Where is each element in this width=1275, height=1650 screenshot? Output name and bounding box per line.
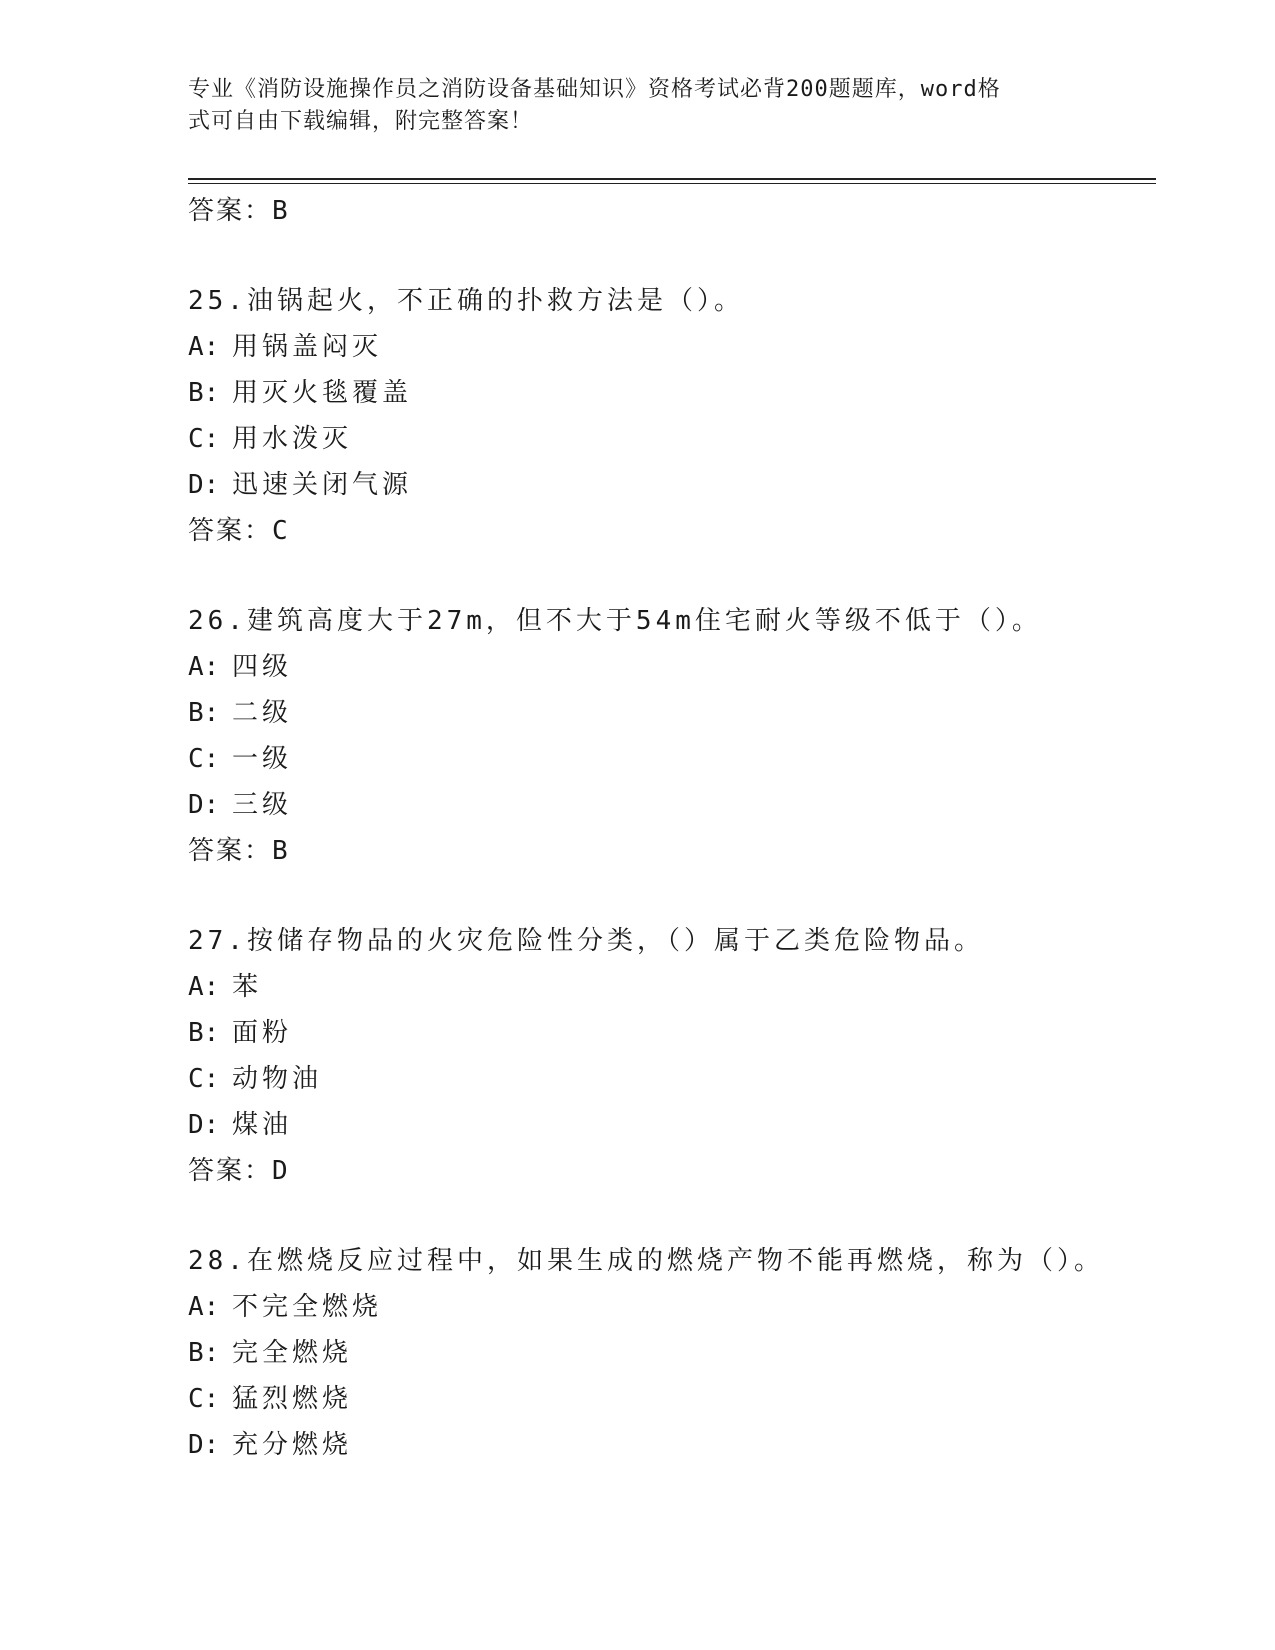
answer-value: B (272, 196, 290, 226)
answer-value: C (272, 516, 290, 546)
option-c (188, 736, 1156, 782)
option-b (188, 1330, 1156, 1376)
option-letter: A: (188, 652, 220, 682)
option-letter: D: (188, 470, 220, 500)
option-d (188, 782, 1156, 828)
option-letter: D: (188, 790, 220, 820)
option-a (188, 964, 1156, 1010)
option-letter: A: (188, 332, 220, 362)
option-text: 二级 (232, 698, 293, 728)
option-text: 迅速关闭气源 (232, 470, 413, 500)
option-letter: C: (188, 424, 220, 454)
option-text: 面粉 (232, 1018, 293, 1048)
option-letter: C: (188, 744, 220, 774)
option-text: 四级 (232, 652, 293, 682)
answer-line (188, 188, 1156, 234)
option-a (188, 644, 1156, 690)
option-text: 煤油 (232, 1110, 293, 1140)
option-letter: A: (188, 972, 220, 1002)
option-text: 苯 (232, 972, 263, 1002)
option-text: 猛烈燃烧 (232, 1384, 353, 1414)
question-25: 25.油锅起火，不正确的扑救方法是（）。 (188, 286, 744, 316)
option-text: 用锅盖闷灭 (232, 332, 383, 362)
document-header (188, 74, 1068, 138)
option-a (188, 324, 1156, 370)
option-text: 不完全燃烧 (232, 1292, 383, 1322)
answer-line (188, 1148, 1156, 1194)
answer-line (188, 508, 1156, 554)
answer-value: B (272, 836, 290, 866)
option-d (188, 1102, 1156, 1148)
header-rule-thick (188, 178, 1156, 180)
option-text: 一级 (232, 744, 293, 774)
option-letter: B: (188, 378, 220, 408)
header-line-2: 式可自由下载编辑，附完整答案！ (188, 109, 534, 134)
question-27: 27.按储存物品的火灾危险性分类，（）属于乙类危险物品。 (188, 926, 984, 956)
option-b (188, 690, 1156, 736)
answer-value: D (272, 1156, 290, 1186)
option-a (188, 1284, 1156, 1330)
question-list (188, 188, 1156, 1468)
option-d (188, 1422, 1156, 1468)
option-c (188, 416, 1156, 462)
option-text: 用水泼灭 (232, 424, 353, 454)
option-letter: B: (188, 698, 220, 728)
option-b (188, 1010, 1156, 1056)
option-text: 三级 (232, 790, 293, 820)
question-28: 28.在燃烧反应过程中，如果生成的燃烧产物不能再燃烧，称为（）。 (188, 1246, 1104, 1276)
option-b (188, 370, 1156, 416)
option-letter: C: (188, 1064, 220, 1094)
option-d (188, 462, 1156, 508)
answer-label: 答案： (188, 836, 273, 866)
answer-label: 答案： (188, 516, 273, 546)
answer-label: 答案： (188, 196, 273, 226)
option-text: 完全燃烧 (232, 1338, 353, 1368)
option-letter: B: (188, 1338, 220, 1368)
option-letter: D: (188, 1430, 220, 1460)
question-26: 26.建筑高度大于27m，但不大于54m住宅耐火等级不低于（）。 (188, 606, 1042, 636)
option-c (188, 1056, 1156, 1102)
option-text: 充分燃烧 (232, 1430, 353, 1460)
option-letter: C: (188, 1384, 220, 1414)
answer-label: 答案： (188, 1156, 273, 1186)
option-letter: D: (188, 1110, 220, 1140)
option-text: 动物油 (232, 1064, 323, 1094)
header-line-1: 专业《消防设施操作员之消防设备基础知识》资格考试必背200题题库，word格 (188, 77, 1001, 102)
answer-line (188, 828, 1156, 874)
option-c (188, 1376, 1156, 1422)
option-text: 用灭火毯覆盖 (232, 378, 413, 408)
option-letter: B: (188, 1018, 220, 1048)
option-letter: A: (188, 1292, 220, 1322)
header-rule-thin (188, 183, 1156, 184)
